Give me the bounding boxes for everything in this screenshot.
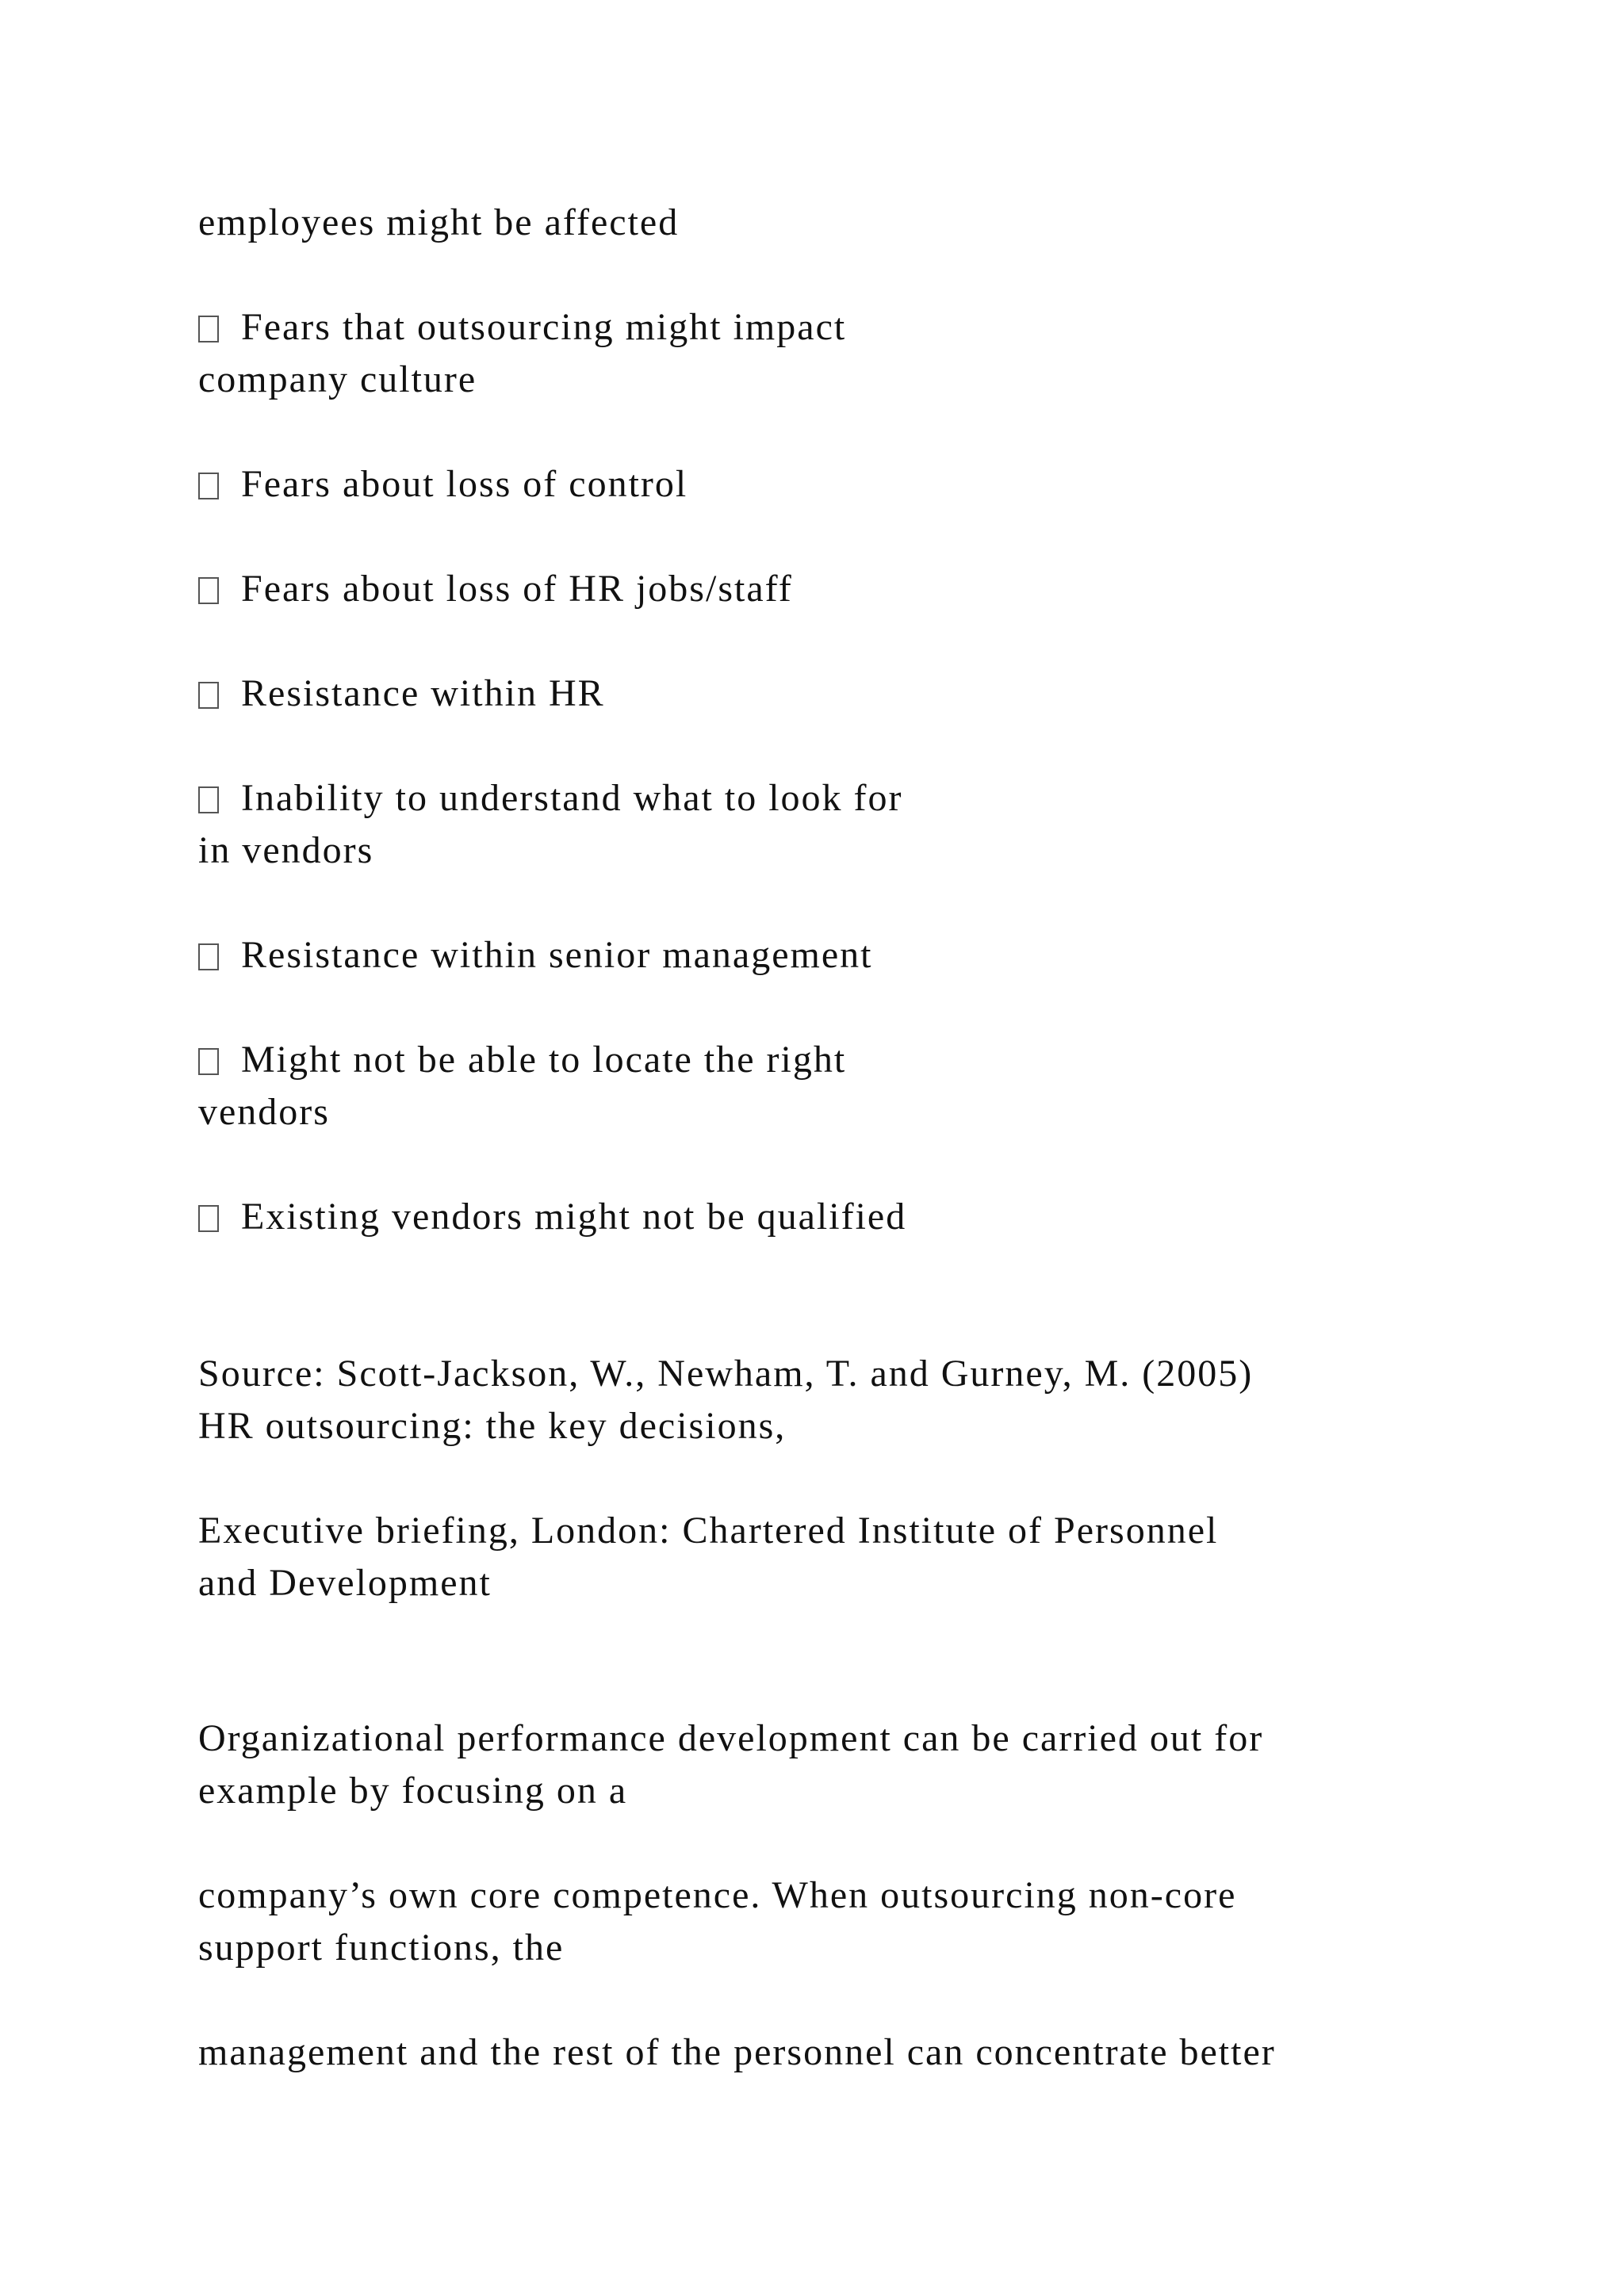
bullet-item-vendor-qualification [198, 1191, 906, 1243]
bullet-item-control [198, 458, 688, 511]
checkbox-icon [198, 786, 219, 813]
bullet-continuation: in vendors [198, 829, 374, 871]
bullet-item-senior-resistance [198, 929, 872, 982]
checkbox-icon [198, 577, 219, 604]
bullet-continuation: vendors [198, 1091, 330, 1133]
source-citation-line: Source: Scott-Jackson, W., Newham, T. and Gurney, M. (2005) [198, 1353, 1254, 1395]
bullet-item-locate-vendors [198, 1034, 846, 1086]
checkbox-icon [198, 943, 219, 970]
checkbox-icon [198, 316, 219, 342]
bullet-item-hr-jobs [198, 563, 793, 615]
checkbox-icon [198, 1205, 219, 1232]
bullet-text: Might not be able to locate the right [241, 1039, 847, 1081]
intro-line: employees might be affected [198, 201, 680, 243]
bullet-text: Inability to understand what to look for [241, 777, 903, 819]
bullet-item-vendor-criteria [198, 772, 903, 825]
source-citation-line: and Development [198, 1562, 492, 1604]
bullet-text: Resistance within HR [241, 672, 605, 714]
bullet-item-culture [198, 301, 846, 354]
bullet-text: Fears about loss of control [241, 463, 688, 505]
bullet-item-hr-resistance [198, 668, 605, 720]
body-text-line: support functions, the [198, 1927, 565, 1969]
body-text-line: company’s own core competence. When outsourcing non-core [198, 1874, 1237, 1916]
bullet-text: Fears that outsourcing might impact [241, 306, 847, 348]
bullet-text: Existing vendors might not be qualified [241, 1196, 907, 1238]
checkbox-icon [198, 682, 219, 709]
bullet-text: Fears about loss of HR jobs/staff [241, 568, 793, 610]
bullet-text: Resistance within senior management [241, 934, 873, 976]
bullet-continuation: company culture [198, 358, 477, 400]
body-text-line: Organizational performance development can be carried out for [198, 1717, 1264, 1759]
source-citation-line: HR outsourcing: the key decisions, [198, 1405, 787, 1447]
body-text-line: management and the rest of the personnel can concentrate better [198, 2031, 1276, 2073]
body-text-line: example by focusing on a [198, 1770, 628, 1812]
checkbox-icon [198, 473, 219, 499]
checkbox-icon [198, 1048, 219, 1075]
source-citation-line: Executive briefing, London: Chartered Institute of Personnel [198, 1510, 1219, 1552]
